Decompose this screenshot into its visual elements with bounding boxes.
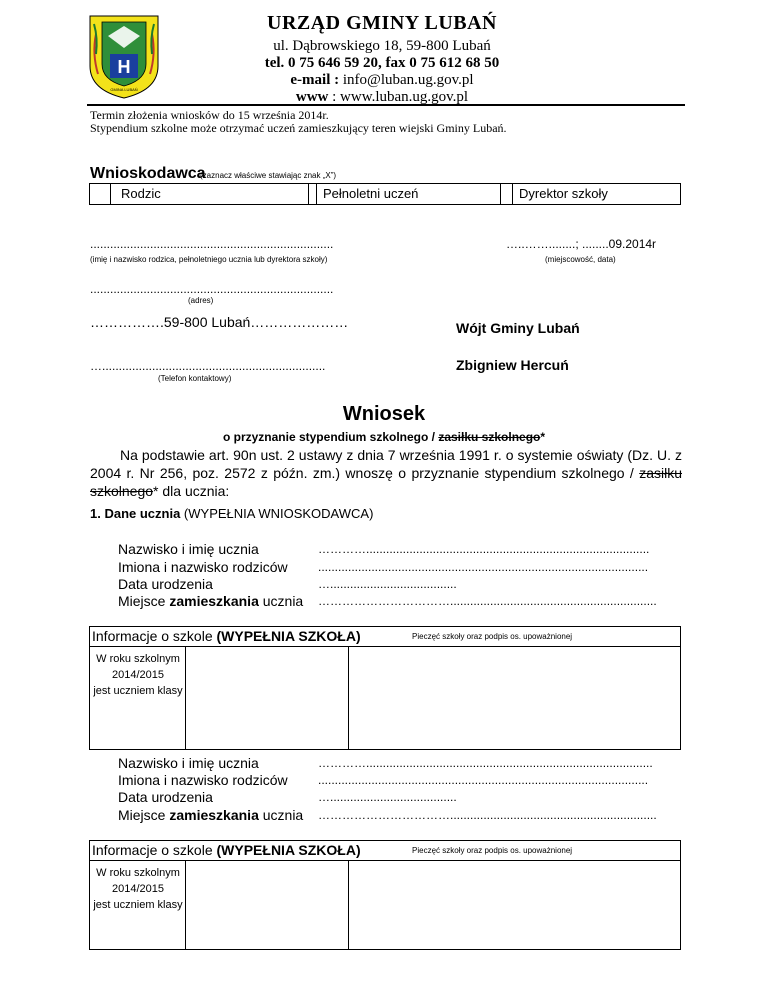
school-year-line: jest uczniem klasy [93,685,183,697]
application-title: Wniosek [342,403,426,425]
school-year-line: 2014/2015 [112,669,164,681]
phone-field[interactable]: …................................................................... [90,359,326,373]
phone-hint: (Telefon kontaktowy) [158,374,232,383]
svg-text:H: H [117,57,131,77]
checkbox-adult-student[interactable] [308,184,316,204]
student2-parents-label: Imiona i nazwisko rodziców [118,772,288,788]
school-title-prefix: Informacje o szkole [92,842,217,858]
student1-residence-label [118,593,303,609]
applicant-title: Wnioskodawca [90,165,206,182]
school-year-line: W roku szkolnym [96,867,180,879]
student1-parents-label: Imiona i nazwisko rodziców [118,559,288,575]
residence-bold: zamieszkania [169,593,259,609]
section1-title-rest: (WYPEŁNIA WNIOSKODAWCA) [180,506,374,521]
school-year-cell [90,647,186,750]
school-box-header [90,841,680,861]
section1-title [90,506,373,521]
application-subtitle [0,430,768,444]
option-parent-cell [110,184,308,204]
address-hint: (adres) [188,296,214,305]
school-box-title [92,628,361,644]
place-date-hint: (miejscowość, data) [545,255,616,264]
office-email [196,72,568,89]
school-year-line: W roku szkolnym [96,653,180,665]
eligibility-note: Stypendium szkolne może otrzymać uczeń zamieszkujący teren wiejski Gminy Lubań. [90,121,507,135]
office-address: ul. Dąbrowskiego 18, 59-800 Lubań [273,38,491,54]
subtitle-struck: zasiłku szkolnego [438,430,541,444]
option-principal-cell [512,184,680,204]
school-box-title [92,842,361,858]
school-title-bold: (WYPEŁNIA SZKOŁA) [216,628,361,644]
school-year-cell [90,861,186,950]
student1-name-field[interactable]: …………..................................................................................... [318,542,650,556]
www-link[interactable]: : www.luban.ug.gov.pl [332,89,469,105]
student1-school-box [89,626,681,750]
student1-parents-field[interactable]: ................................................................................................... [318,560,649,574]
email-label: e-mail : [290,72,340,88]
city-field[interactable]: …………….59-800 Lubań………………… [90,314,349,330]
option-principal-label: Dyrektor szkoły [519,186,608,201]
school-year-line: 2014/2015 [112,883,164,895]
student2-name-field[interactable]: …………...................................................................................... [318,756,653,770]
email-link[interactable]: info@luban.ug.gov.pl [342,72,474,88]
residence-prefix: Miejsce [118,593,170,609]
addressee-line2: Zbigniew Hercuń [456,357,569,373]
student2-residence-field[interactable]: …………………………….............................................................. [318,808,657,822]
place-date-field[interactable]: …..……........; ........09.2014r [506,237,657,251]
applicant-type-table [89,183,681,205]
deadline-note: Termin złożenia wniosków do 15 września 2014r. [90,108,329,122]
residence-suffix: ucznia [258,593,304,609]
school-title-prefix: Informacje o szkole [92,628,217,644]
addressee-line1: Wójt Gminy Lubań [456,320,580,336]
student1-birthdate-label: Data urodzenia [118,576,213,592]
residence-suffix: ucznia [258,807,304,823]
subtitle-end: * [540,430,546,444]
residence-bold: zamieszkania [169,807,259,823]
student1-name-label: Nazwisko i imię ucznia [118,541,259,557]
school-stamp-label: Pieczęć szkoły oraz podpis os. upoważnionej [412,846,573,855]
option-adult-student-label: Pełnoletni uczeń [323,186,419,201]
paragraph-start: Na podstawie art. 90n ust. 2 ustawy z dnia 7 września 1991 r. o systemie oświaty (Dz. U. z 2004 r. Nr 256, poz. 2572 z późn. zm.) wnoszę o przyznanie stypendium szkolnego / [90,447,682,481]
paragraph-end: * dla ucznia: [153,483,230,499]
option-parent-label: Rodzic [121,186,161,201]
checkbox-parent[interactable] [90,184,110,204]
checkbox-principal[interactable] [500,184,512,204]
student2-birthdate-field[interactable]: …...................................... [318,790,457,804]
student1-birthdate-field[interactable]: …...................................... [318,577,457,591]
office-name: URZĄD GMINY LUBAŃ [267,12,497,34]
paragraph-struck: zasiłku szkolnego [90,465,682,499]
school-title-bold: (WYPEŁNIA SZKOŁA) [216,842,361,858]
address-field[interactable]: ......................................................................... [90,282,334,296]
school-box-header [90,627,680,647]
www-label: www [295,89,329,105]
office-phone: tel. 0 75 646 59 20, fax 0 75 612 68 50 [264,55,500,71]
student2-residence-label [118,807,303,823]
application-paragraph [90,446,682,500]
applicant-name-field[interactable]: ......................................................................... [90,237,334,251]
school-column-divider [348,647,349,750]
school-year-text [90,651,186,699]
applicant-hint: (zaznacz właściwe stawiając znak „X”) [200,171,337,180]
student2-birthdate-label: Data urodzenia [118,789,213,805]
student2-school-box [89,840,681,950]
coat-of-arms-logo [88,14,160,100]
applicant-name-hint: (imię i nazwisko rodzica, pełnoletniego ucznia lub dyrektora szkoły) [90,255,328,264]
svg-text:GMINA LUBAŃ: GMINA LUBAŃ [110,87,138,92]
school-stamp-label: Pieczęć szkoły oraz podpis os. upoważnionej [412,632,573,641]
student2-parents-field[interactable]: ................................................................................................... [318,773,649,787]
student2-name-label: Nazwisko i imię ucznia [118,755,259,771]
section1-title-bold: 1. Dane ucznia [90,506,181,521]
header-divider [87,104,685,106]
option-adult-student-cell [316,184,500,204]
school-column-divider [348,861,349,950]
subtitle-start: o przyznanie stypendium szkolnego / [222,430,439,444]
school-year-line: jest uczniem klasy [93,899,183,911]
student1-residence-field[interactable]: …………………………….............................................................. [318,594,657,608]
school-year-text [90,865,186,913]
residence-prefix: Miejsce [118,807,170,823]
